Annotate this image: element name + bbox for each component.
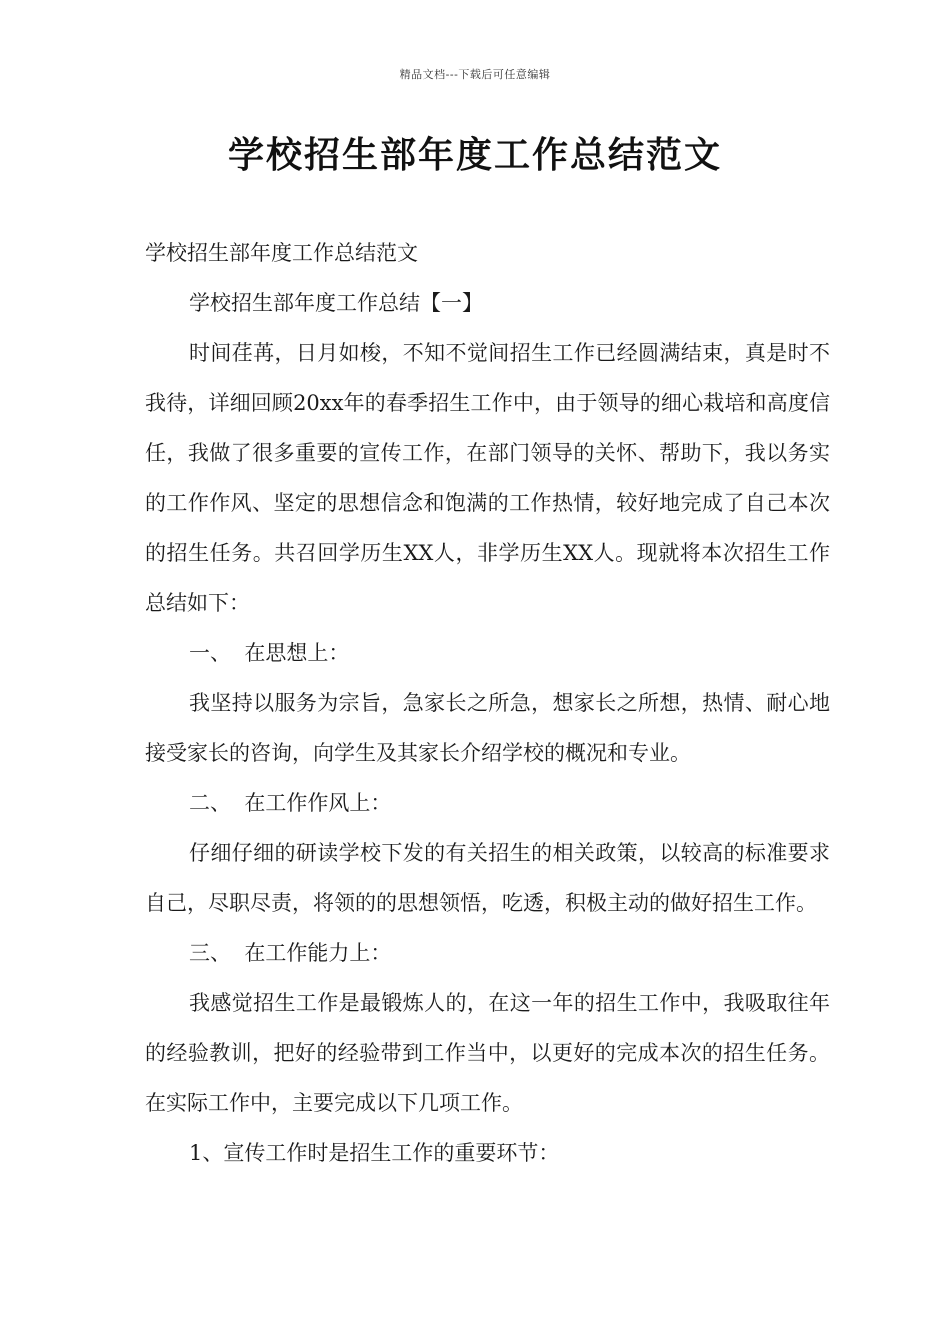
subtitle-line: 学校招生部年度工作总结范文 xyxy=(145,241,418,265)
header-note: 精品文档---下载后可任意编辑 xyxy=(399,68,551,81)
section-heading-thought: 一、 在思想上： xyxy=(189,641,350,665)
section-heading-style: 二、 在工作作风上： xyxy=(189,791,392,815)
document-body xyxy=(145,228,830,1178)
section-title: 学校招生部年度工作总结【一】 xyxy=(189,291,483,315)
paragraph-ability: 我感觉招生工作是最锻炼人的，在这一年的招生工作中，我吸取往年的经验教训，把好的经验带到工作当中，以更好的完成本次的招生任务。 在实际工作中，主要完成以下几项工作。 xyxy=(145,991,830,1115)
intro-paragraph: 时间荏苒，日月如梭，不知不觉间招生工作已经圆满结束，真是时不我待，详细回顾20xx年的春季招生工作中，由于领导的细心栽培和高度信任，我做了很多重要的宣传工作，在部门领导的关怀、帮助下，我以务实的工作作风、坚定的思想信念和饱满的工作热情，较好地完成了自己本次的招生任务。共召回学历生XX人，非学历生XX人。现就将本次招生工作总结如下： xyxy=(145,341,830,615)
section-heading-ability: 三、 在工作能力上： xyxy=(189,941,392,965)
paragraph-thought: 我坚持以服务为宗旨，急家长之所急，想家长之所想，热情、耐心地接受家长的咨询，向学生及其家长介绍学校的概况和专业。 xyxy=(145,691,830,765)
document-title: 学校招生部年度工作总结范文 xyxy=(227,134,722,176)
list-item-publicity: 1、宣传工作时是招生工作的重要环节： xyxy=(189,1141,560,1165)
paragraph-style: 仔细仔细的研读学校下发的有关招生的相关政策，以较高的标准要求自己，尽职尽责，将领的的思想领悟，吃透，积极主动的做好招生工作。 xyxy=(145,841,830,915)
